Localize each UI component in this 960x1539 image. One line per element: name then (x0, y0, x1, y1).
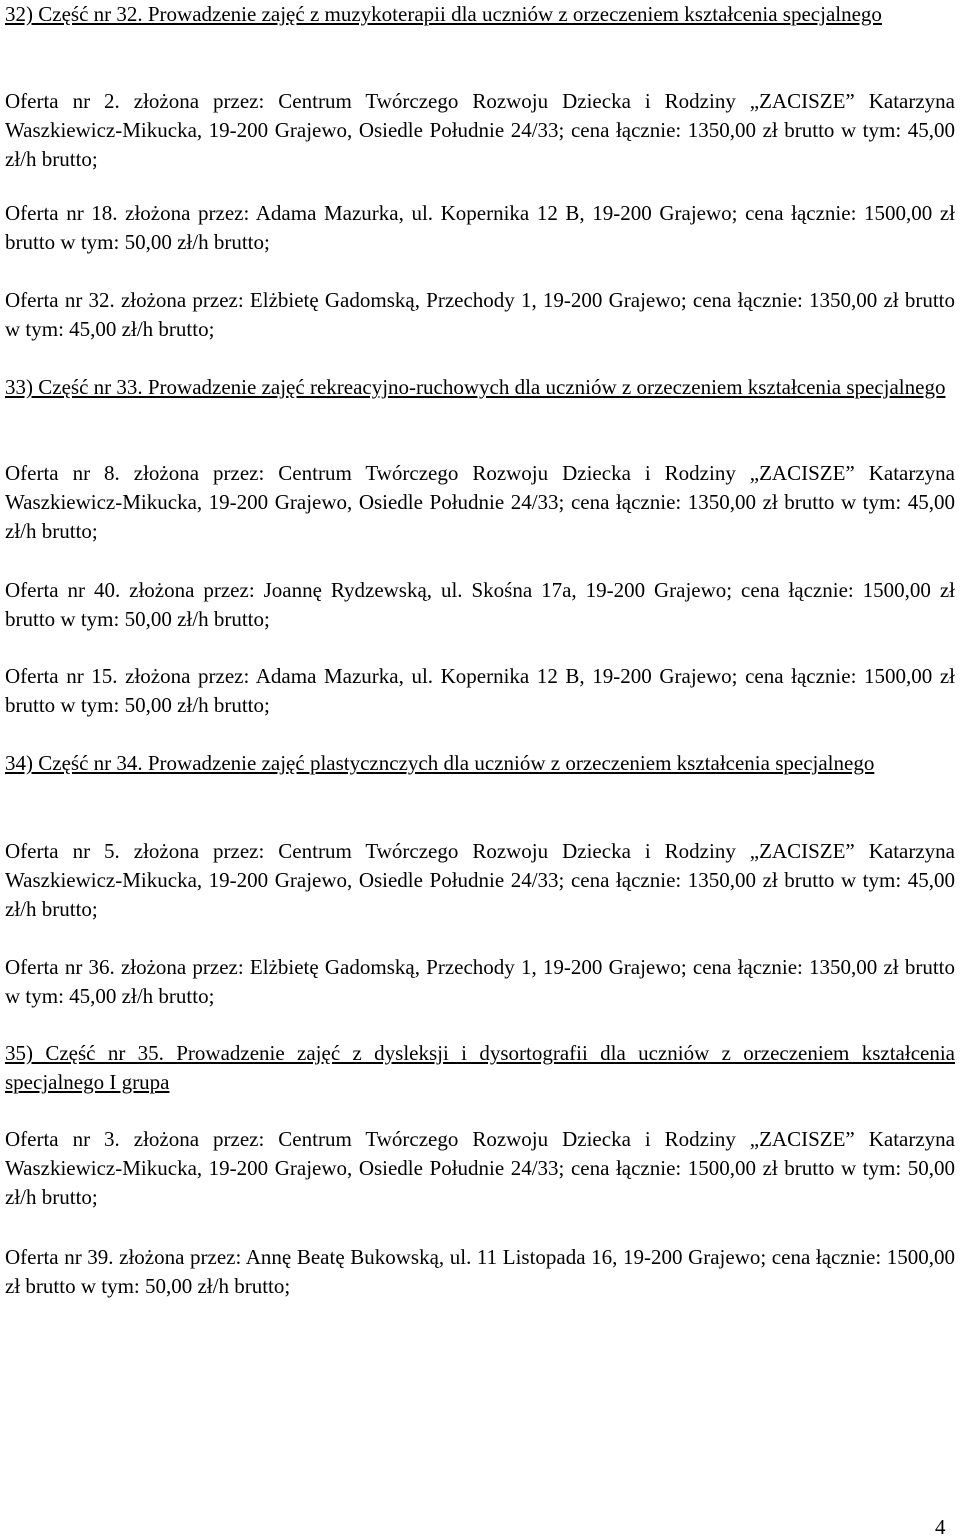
offer-item: Oferta nr 8. złożona przez: Centrum Twórczego Rozwoju Dziecka i Rodziny „ZACISZE” Katarzyna Waszkiewicz-Mikucka, 19-200 Grajewo, Osiedle Południe 24/33; cena łącznie: 1350,00 zł brutto w tym: 45,00 zł/h brutto; (5, 461, 955, 543)
offer-item: Oferta nr 2. złożona przez: Centrum Twórczego Rozwoju Dziecka i Rodziny „ZACISZE” Katarzyna Waszkiewicz-Mikucka, 19-200 Grajewo, Osiedle Południe 24/33; cena łącznie: 1350,00 zł brutto w tym: 45,00 zł/h brutto; (5, 89, 955, 171)
offer-item: Oferta nr 18. złożona przez: Adama Mazurka, ul. Kopernika 12 B, 19-200 Grajewo; cena łącznie: 1500,00 zł brutto w tym: 50,00 zł/h brutto; (5, 201, 955, 254)
section-heading-34: 34) Część nr 34. Prowadzenie zajęć plastycznczych dla uczniów z orzeczeniem kształcenia specjalnego (5, 751, 875, 775)
offer-item: Oferta nr 15. złożona przez: Adama Mazurka, ul. Kopernika 12 B, 19-200 Grajewo; cena łącznie: 1500,00 zł brutto w tym: 50,00 zł/h brutto; (5, 664, 955, 717)
section-heading-33: 33) Część nr 33. Prowadzenie zajęć rekreacyjno-ruchowych dla uczniów z orzeczeniem kształcenia specjalnego (5, 375, 946, 399)
offer-item: Oferta nr 39. złożona przez: Annę Beatę Bukowską, ul. 11 Listopada 16, 19-200 Grajewo; cena łącznie: 1500,00 zł brutto w tym: 50,00 zł/h brutto; (5, 1245, 955, 1298)
offer-item: Oferta nr 3. złożona przez: Centrum Twórczego Rozwoju Dziecka i Rodziny „ZACISZE” Katarzyna Waszkiewicz-Mikucka, 19-200 Grajewo, Osiedle Południe 24/33; cena łącznie: 1500,00 zł brutto w tym: 50,00 zł/h brutto; (5, 1127, 955, 1209)
offer-item: Oferta nr 32. złożona przez: Elżbietę Gadomską, Przechody 1, 19-200 Grajewo; cena łącznie: 1350,00 zł brutto w tym: 45,00 zł/h brutto; (5, 288, 955, 341)
offer-item: Oferta nr 5. złożona przez: Centrum Twórczego Rozwoju Dziecka i Rodziny „ZACISZE” Katarzyna Waszkiewicz-Mikucka, 19-200 Grajewo, Osiedle Południe 24/33; cena łącznie: 1350,00 zł brutto w tym: 45,00 zł/h brutto; (5, 839, 955, 921)
section-heading-32: 32) Część nr 32. Prowadzenie zajęć z muzykoterapii dla uczniów z orzeczeniem kształcenia specjalnego (5, 2, 882, 26)
section-heading-35: 35) Część nr 35. Prowadzenie zajęć z dysleksji i dysortografii dla uczniów z orzeczeniem kształcenia specjalnego I grupa (5, 1041, 955, 1094)
offer-item: Oferta nr 40. złożona przez: Joannę Rydzewską, ul. Skośna 17a, 19-200 Grajewo; cena łącznie: 1500,00 zł brutto w tym: 50,00 zł/h brutto; (5, 578, 955, 631)
offer-item: Oferta nr 36. złożona przez: Elżbietę Gadomską, Przechody 1, 19-200 Grajewo; cena łącznie: 1350,00 zł brutto w tym: 45,00 zł/h brutto; (5, 955, 955, 1008)
page-number: 4 (935, 1515, 946, 1539)
